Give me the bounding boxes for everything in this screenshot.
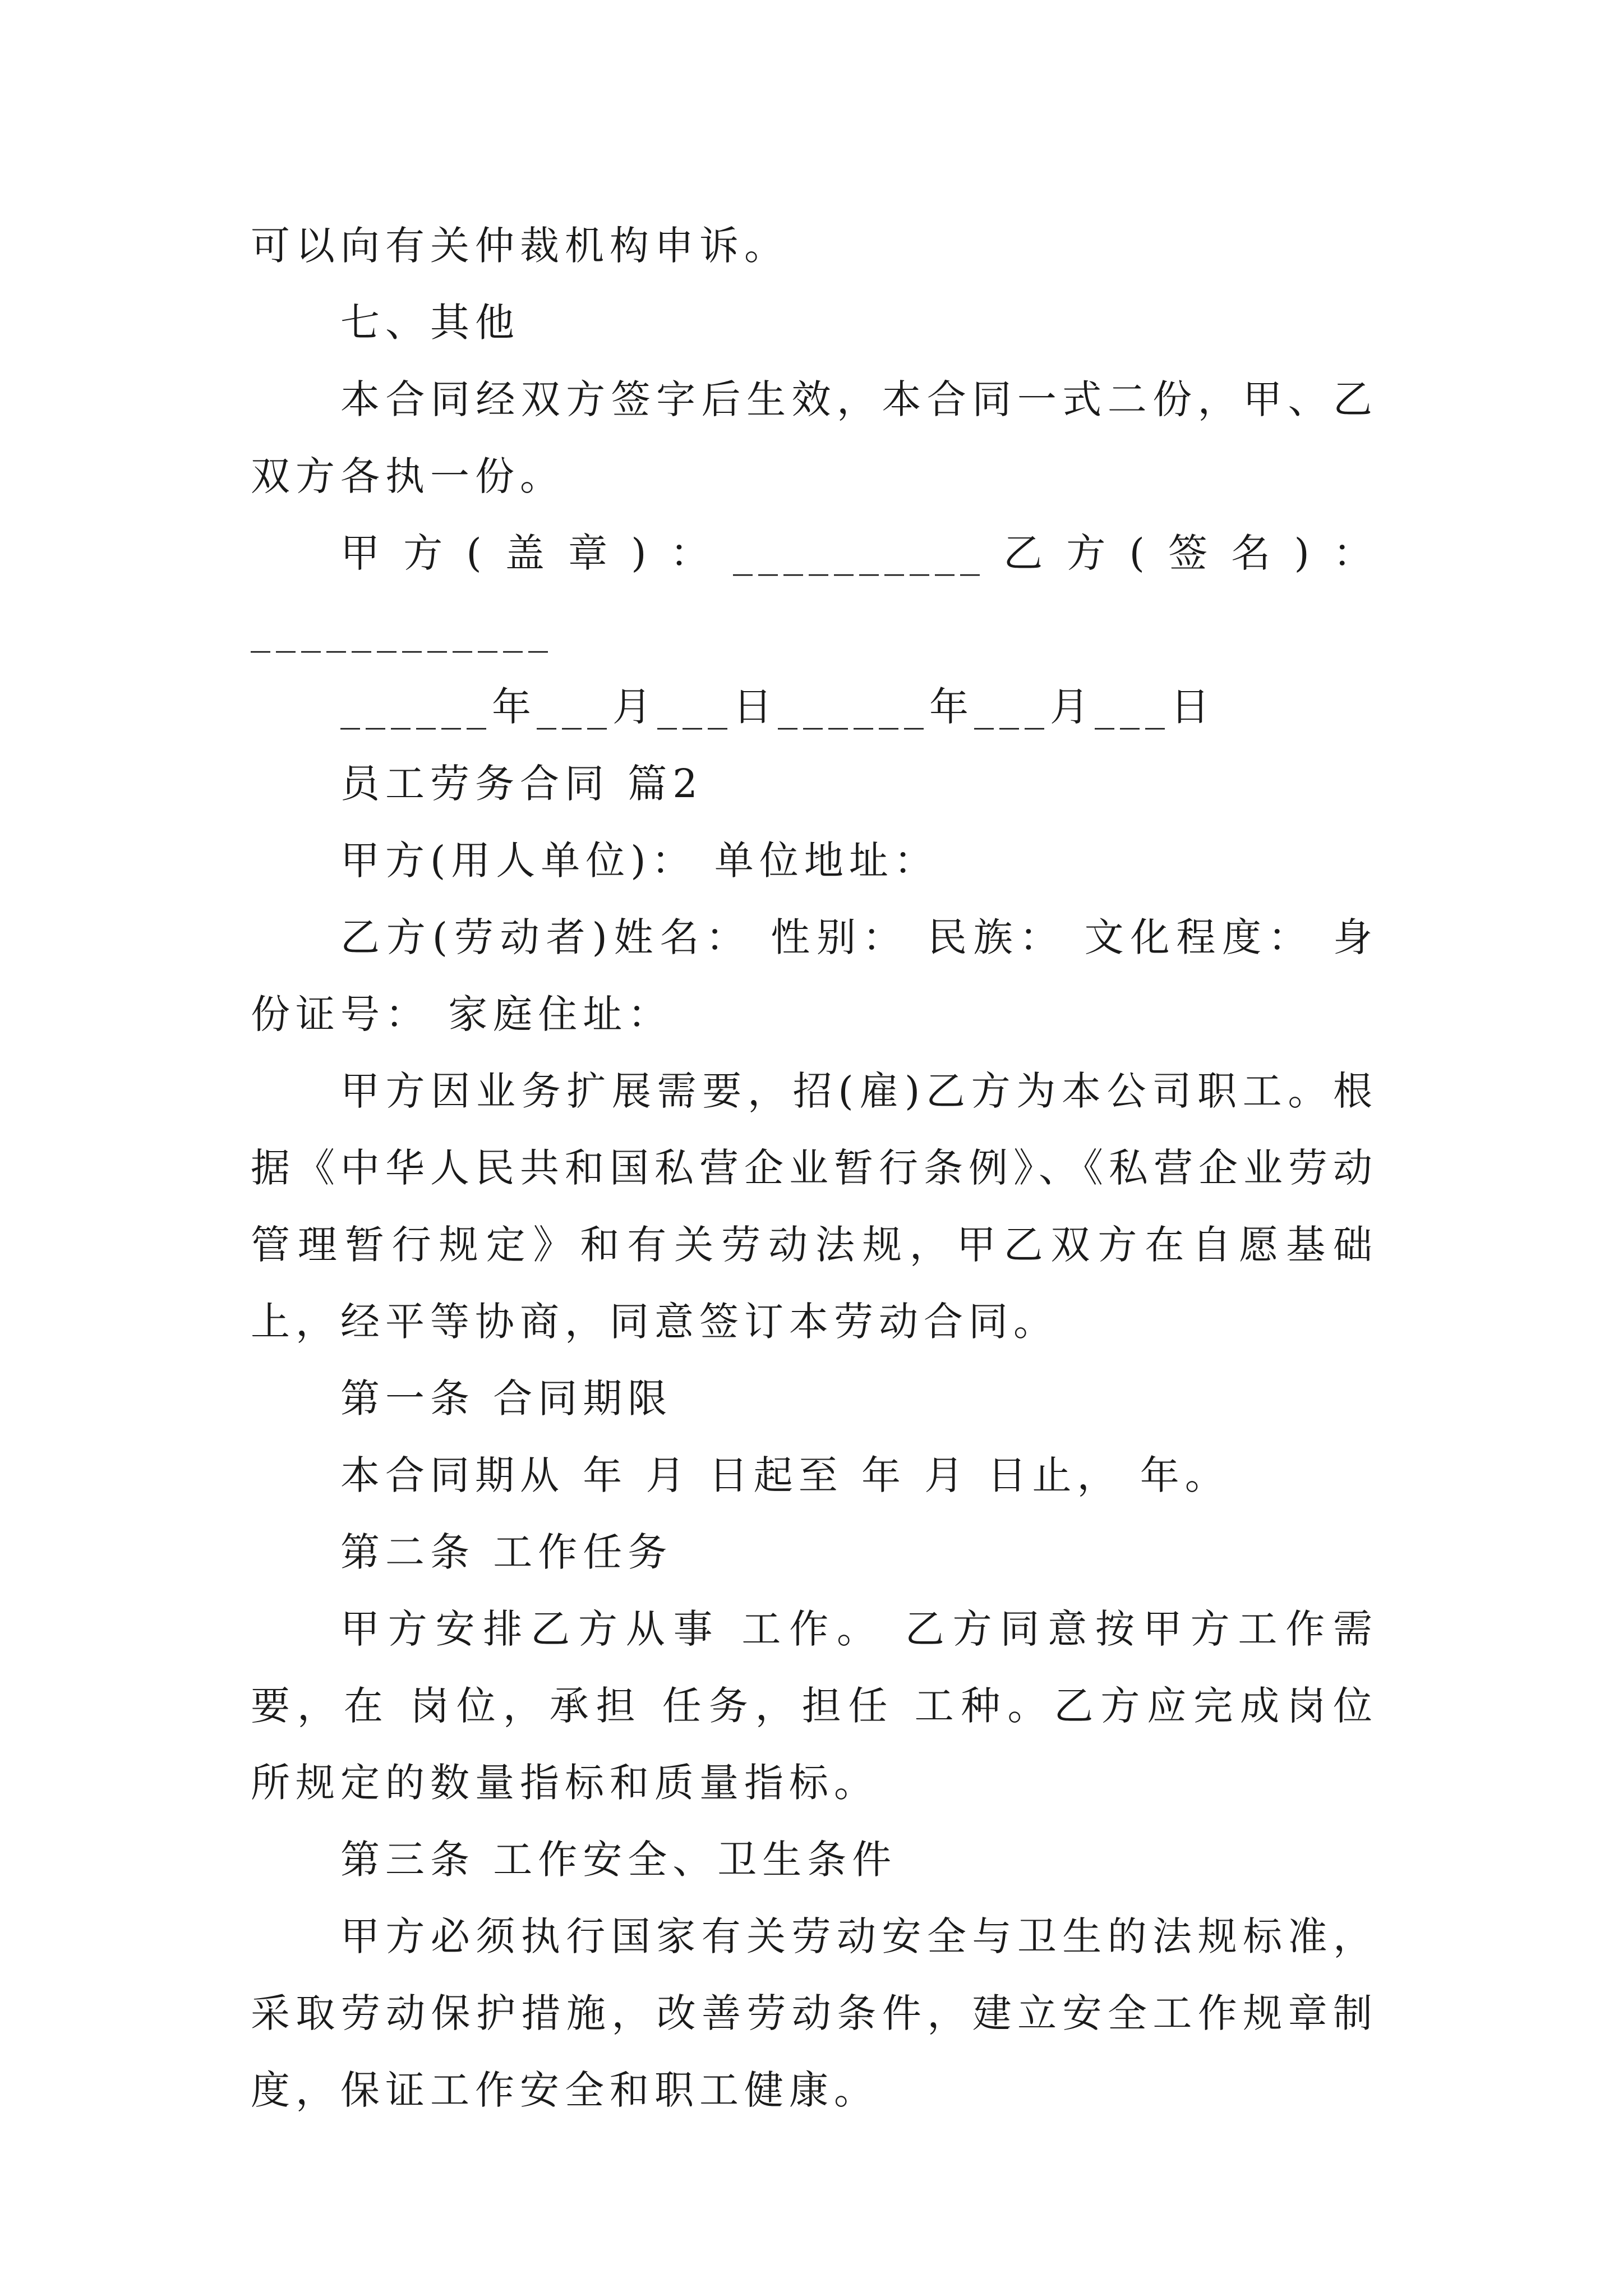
heading-other: 七、其他 [340,300,520,346]
article-3-body: 甲方必须执行国家有关劳动安全与卫生的法规标准，采取劳动保护措施，改善劳动条件，建立安全工作规章制度，保证工作安全和职工健康。 [251,1913,1378,2113]
article-1-heading: 第一条 合同期限 [340,1375,673,1421]
paragraph-arbitration: 可以向有关仲裁机构申诉。 [251,223,789,269]
article-2-heading: 第二条 工作任务 [340,1529,673,1575]
document-body [251,208,1378,2129]
contract-title: 员工劳务合同 篇2 [340,761,703,807]
article-3-heading: 第三条 工作安全、卫生条件 [340,1837,897,1883]
article-2-body: 甲方安排乙方从事 工作。 乙方同意按甲方工作需要，在 岗位，承担 任务，担任 工种。乙方应完成岗位所规定的数量指标和质量指标。 [251,1606,1378,1806]
paragraph-preamble: 甲方因业务扩展需要，招(雇)乙方为本公司职工。根据《中华人民共和国私营企业暂行条例》、《私营企业劳动管理暂行规定》和有关劳动法规，甲乙双方在自愿基础上，经平等协商，同意签订本劳动合同。 [251,1068,1378,1345]
date-line: ______年___月___日______年___月___日 [340,684,1215,730]
article-1-body: 本合同期从 年 月 日起至 年 月 日止， 年。 [340,1452,1230,1498]
party-b-info: 乙方(劳动者)姓名： 性别： 民族： 文化程度： 身份证号： 家庭住址： [251,914,1378,1037]
paragraph-effective: 本合同经双方签字后生效，本合同一式二份，甲、乙双方各执一份。 [251,376,1378,499]
signature-line: 甲方(盖章)：__________乙方(签名)：____________ [251,530,1378,653]
party-a-info: 甲方(用人单位)： 单位地址： [340,838,939,884]
